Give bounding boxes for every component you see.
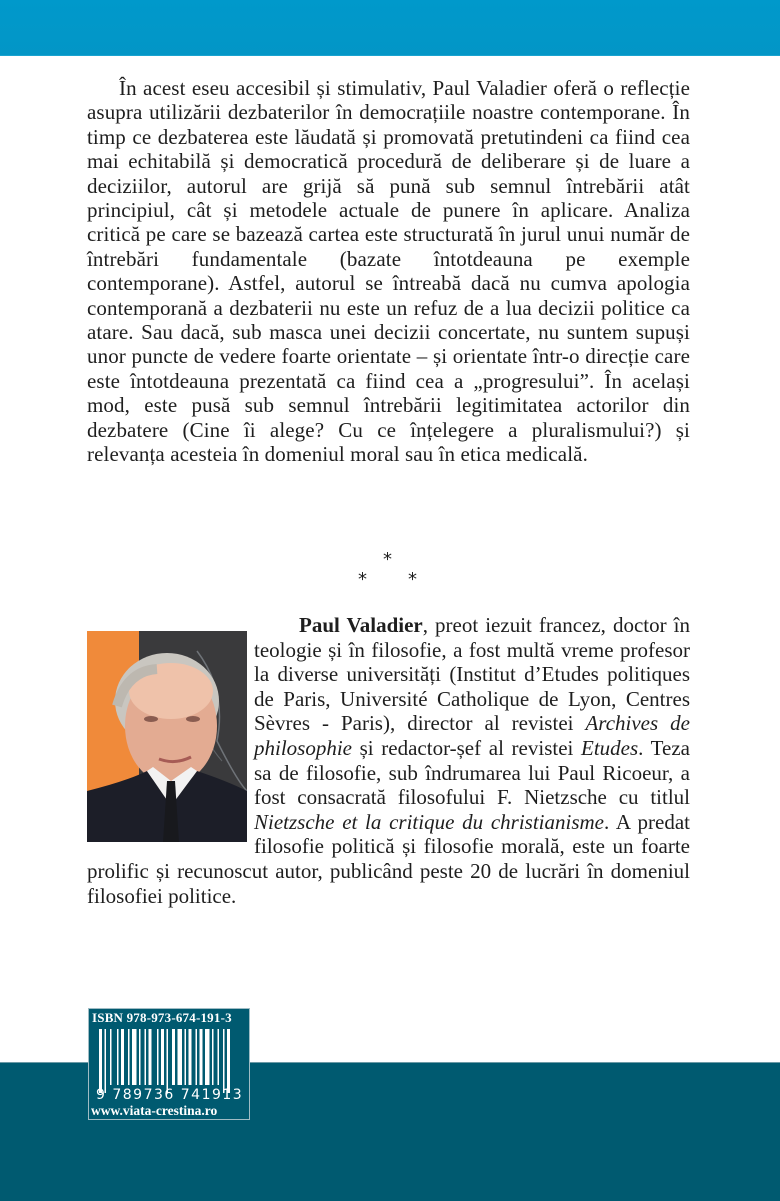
barcode-bar [167,1029,169,1093]
barcode-bar [105,1029,107,1093]
journal-etudes: Etudes [581,735,639,760]
barcode-bar [205,1029,210,1085]
barcode-bar [110,1029,112,1085]
barcode-bar [117,1029,119,1085]
barcode-bar [200,1029,203,1085]
isbn-number: ISBN 978-973-674-191-3 [92,1010,232,1025]
barcode-bar [121,1029,124,1085]
barcode-bar [185,1029,187,1085]
publisher-website: www.viata-crestina.ro [91,1103,218,1118]
barcode-bar [189,1029,192,1085]
thesis-title: Nietzsche et la critique du christianisme [254,809,605,834]
journal-archives-de-philosophie: Archives de philosophie [254,711,690,760]
isbn-barcode [88,1008,250,1120]
barcode-bar [149,1029,152,1085]
barcode-bar [139,1029,141,1085]
author-name: Paul Valadier [299,613,423,637]
barcode-bar [227,1029,230,1093]
barcode-bar [223,1029,225,1093]
barcode-bar [157,1029,159,1085]
top-color-band [0,0,780,56]
barcode-bar [99,1029,102,1093]
barcode-bar [212,1029,214,1085]
author-biography [87,613,690,908]
barcode-digits: 9 789736 741913 [96,1087,244,1103]
barcode-bar [161,1029,164,1085]
barcode-bar [145,1029,147,1085]
barcode-bar [178,1029,183,1085]
section-separator [0,549,780,589]
barcode-bars [99,1029,242,1093]
barcode-bar [218,1029,220,1085]
asterisk-left: * [358,569,367,590]
book-description: În acest eseu accesibil și stimulativ, Paul Valadier oferă o reflecție asupra utilizării dezbaterilor în democrațiile noastre contemporane. În timp ce dezbaterea este lăudată și promovată pretutindeni ca fiind cea mai echitabilă și democratică procedură de deliberare și de luare a deciziilor, autorul are grijă să pună sub semnul întrebării atât principiul, cât și metodele actuale de punere în aplicare. Analiza critică pe care se bazează cartea este structurată în jurul unui număr de întrebări fundamentale (bazate întotdeauna pe exemple contemporane). Astfel, autorul se întreabă dacă nu cumva apologia contemporană a dezbaterii nu este un refuz de a lua decizii politice ca atare. Sau dacă, sub masca unei decizii concertate, nu suntem supuși unor puncte de vedere foarte orientate – și orientate într-o direcție care este întotdeauna prezentată ca fiind cea a „progresului”. În același mod, este pusă sub semnul întrebării legitimitatea actorilor din dezbatere (Cine îi alege? Cu ce înțelegere a pluralismului?) și relevanța acesteia în domeniul moral sau în etica medicală. [87,76,690,467]
barcode-bar [172,1029,175,1085]
barcode-bar [132,1029,137,1085]
barcode-bar [128,1029,130,1085]
author-bio-text: Paul Valadier, preot iezuit francez, doctor în teologie și în filosofie, a fost multă vreme profesor la diverse universități (Institut d’Etudes politiques de Paris, Université Catholique de Lyon, Centres Sèvres - Paris), director al revistei Archives de philosophie și redactor-șef al revistei Etudes. Teza sa de filosofie, sub îndrumarea lui Paul Ricoeur, a fost consacrată filosofului F. Nietzsche cu titlul Nietzsche et la critique du christianisme. A predat filosofie politică și filosofie morală, este un foarte prolific și recunoscut autor, publicând peste 20 de lucrări în domeniul filosofiei politice. [87,613,691,908]
asterisk-right: * [408,569,417,590]
barcode-bar [196,1029,198,1085]
asterisk-top: * [383,549,392,570]
